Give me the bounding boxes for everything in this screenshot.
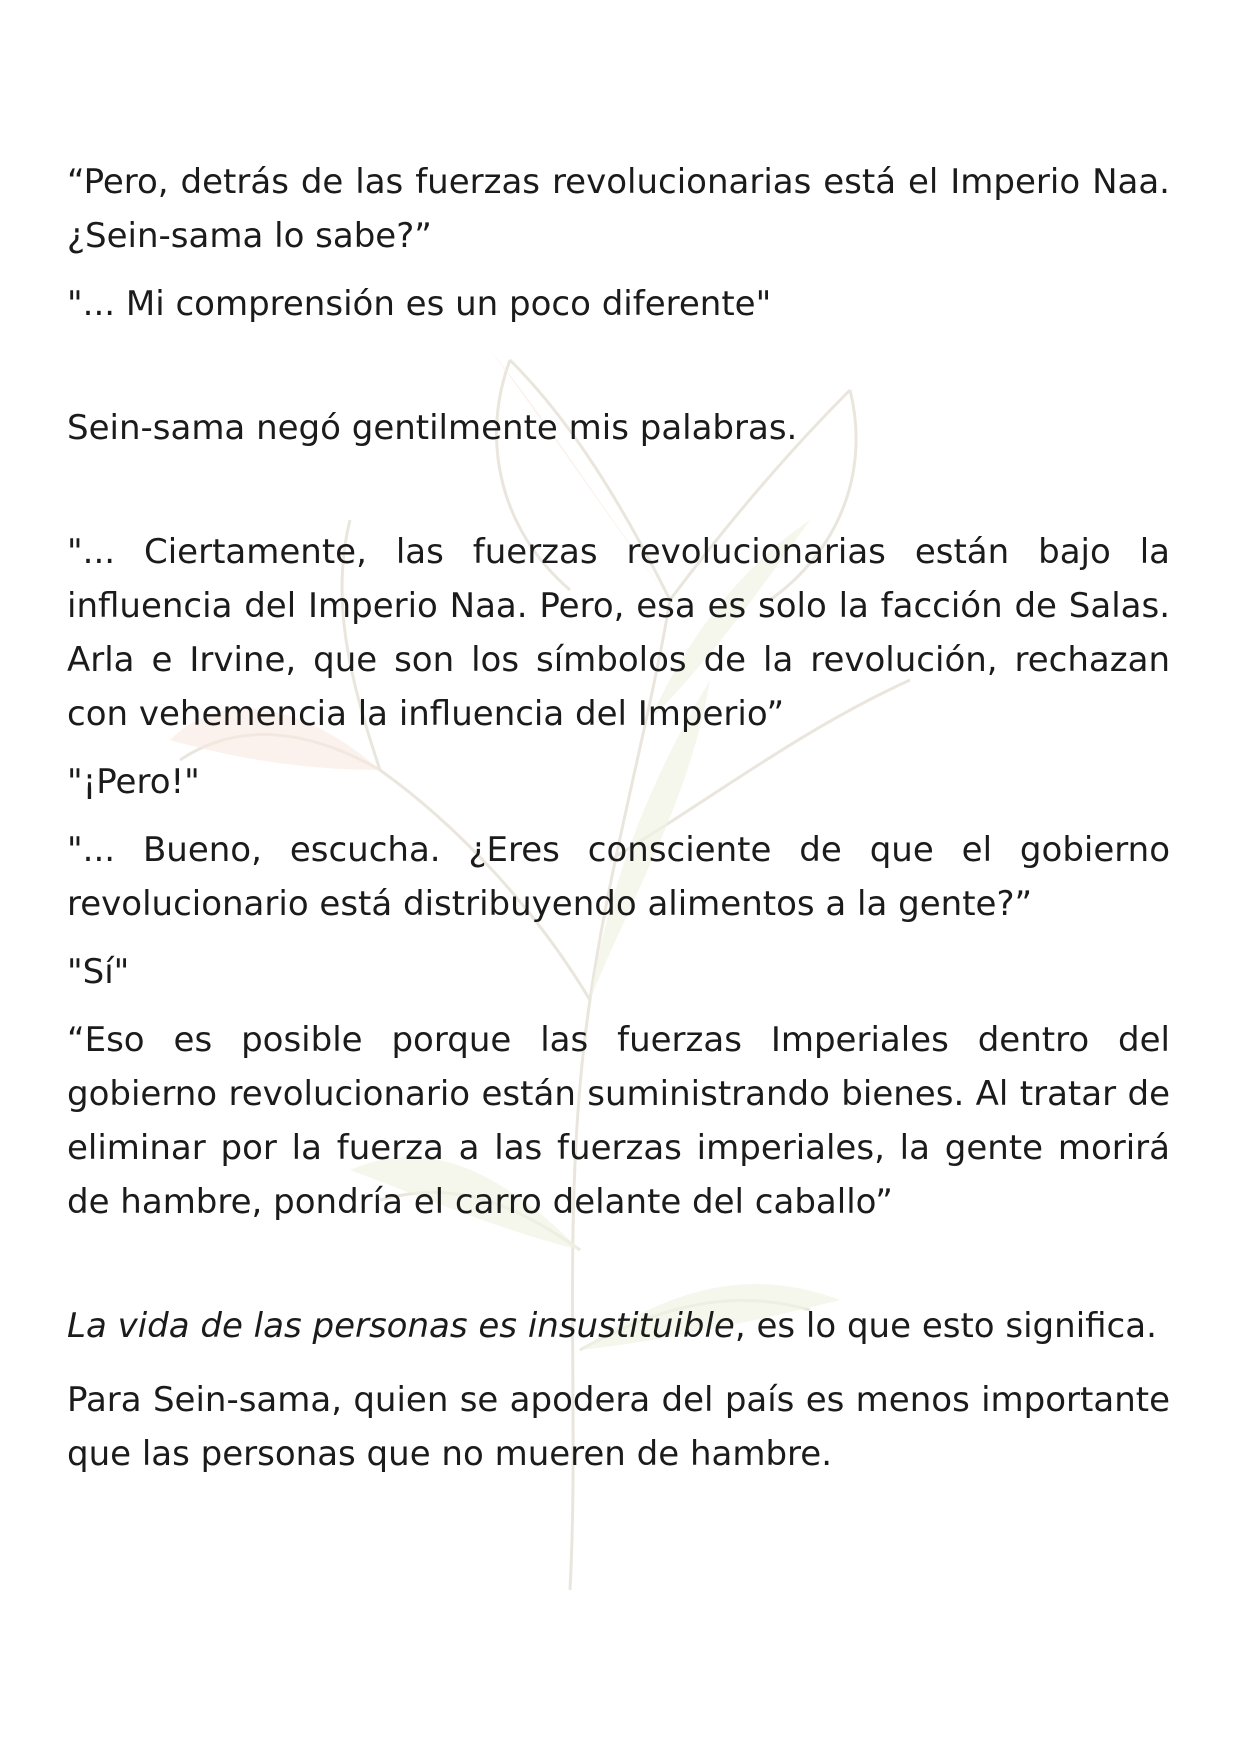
- page-content: [67, 155, 1170, 1481]
- paragraph: Para Sein-sama, quien se apodera del país es menos importante que las personas que no mueren de hambre.: [67, 1380, 1170, 1474]
- italic-phrase: La vida de las personas es insustituible: [67, 1306, 735, 1346]
- paragraph: “Eso es posible porque las fuerzas Imperiales dentro del gobierno revolucionario están suministrando bienes. Al tratar de eliminar por la fuerza a las fuerzas imperiales, la gente morirá de hambre, pondría el carro delante del caballo”: [67, 1020, 1170, 1222]
- paragraph: "... Ciertamente, las fuerzas revolucionarias están bajo la influencia del Imperio Naa. Pero, esa es solo la facción de Salas. Arla e Irvine, que son los símbolos de la revolución, rechazan con vehemencia la influencia del Imperio”: [67, 532, 1170, 734]
- paragraph-rest: , es lo que esto significa.: [734, 1306, 1157, 1346]
- paragraph: [67, 1299, 1170, 1353]
- paragraph: "... Bueno, escucha. ¿Eres consciente de que el gobierno revolucionario está distribuyendo alimentos a la gente?”: [67, 830, 1170, 924]
- paragraph: “Pero, detrás de las fuerzas revolucionarias está el Imperio Naa. ¿Sein-sama lo sabe?”: [67, 162, 1170, 256]
- paragraph: "Sí": [67, 952, 130, 992]
- paragraph: "... Mi comprensión es un poco diferente": [67, 284, 772, 324]
- paragraph: "¡Pero!": [67, 762, 200, 802]
- paragraph: Sein-sama negó gentilmente mis palabras.: [67, 408, 798, 448]
